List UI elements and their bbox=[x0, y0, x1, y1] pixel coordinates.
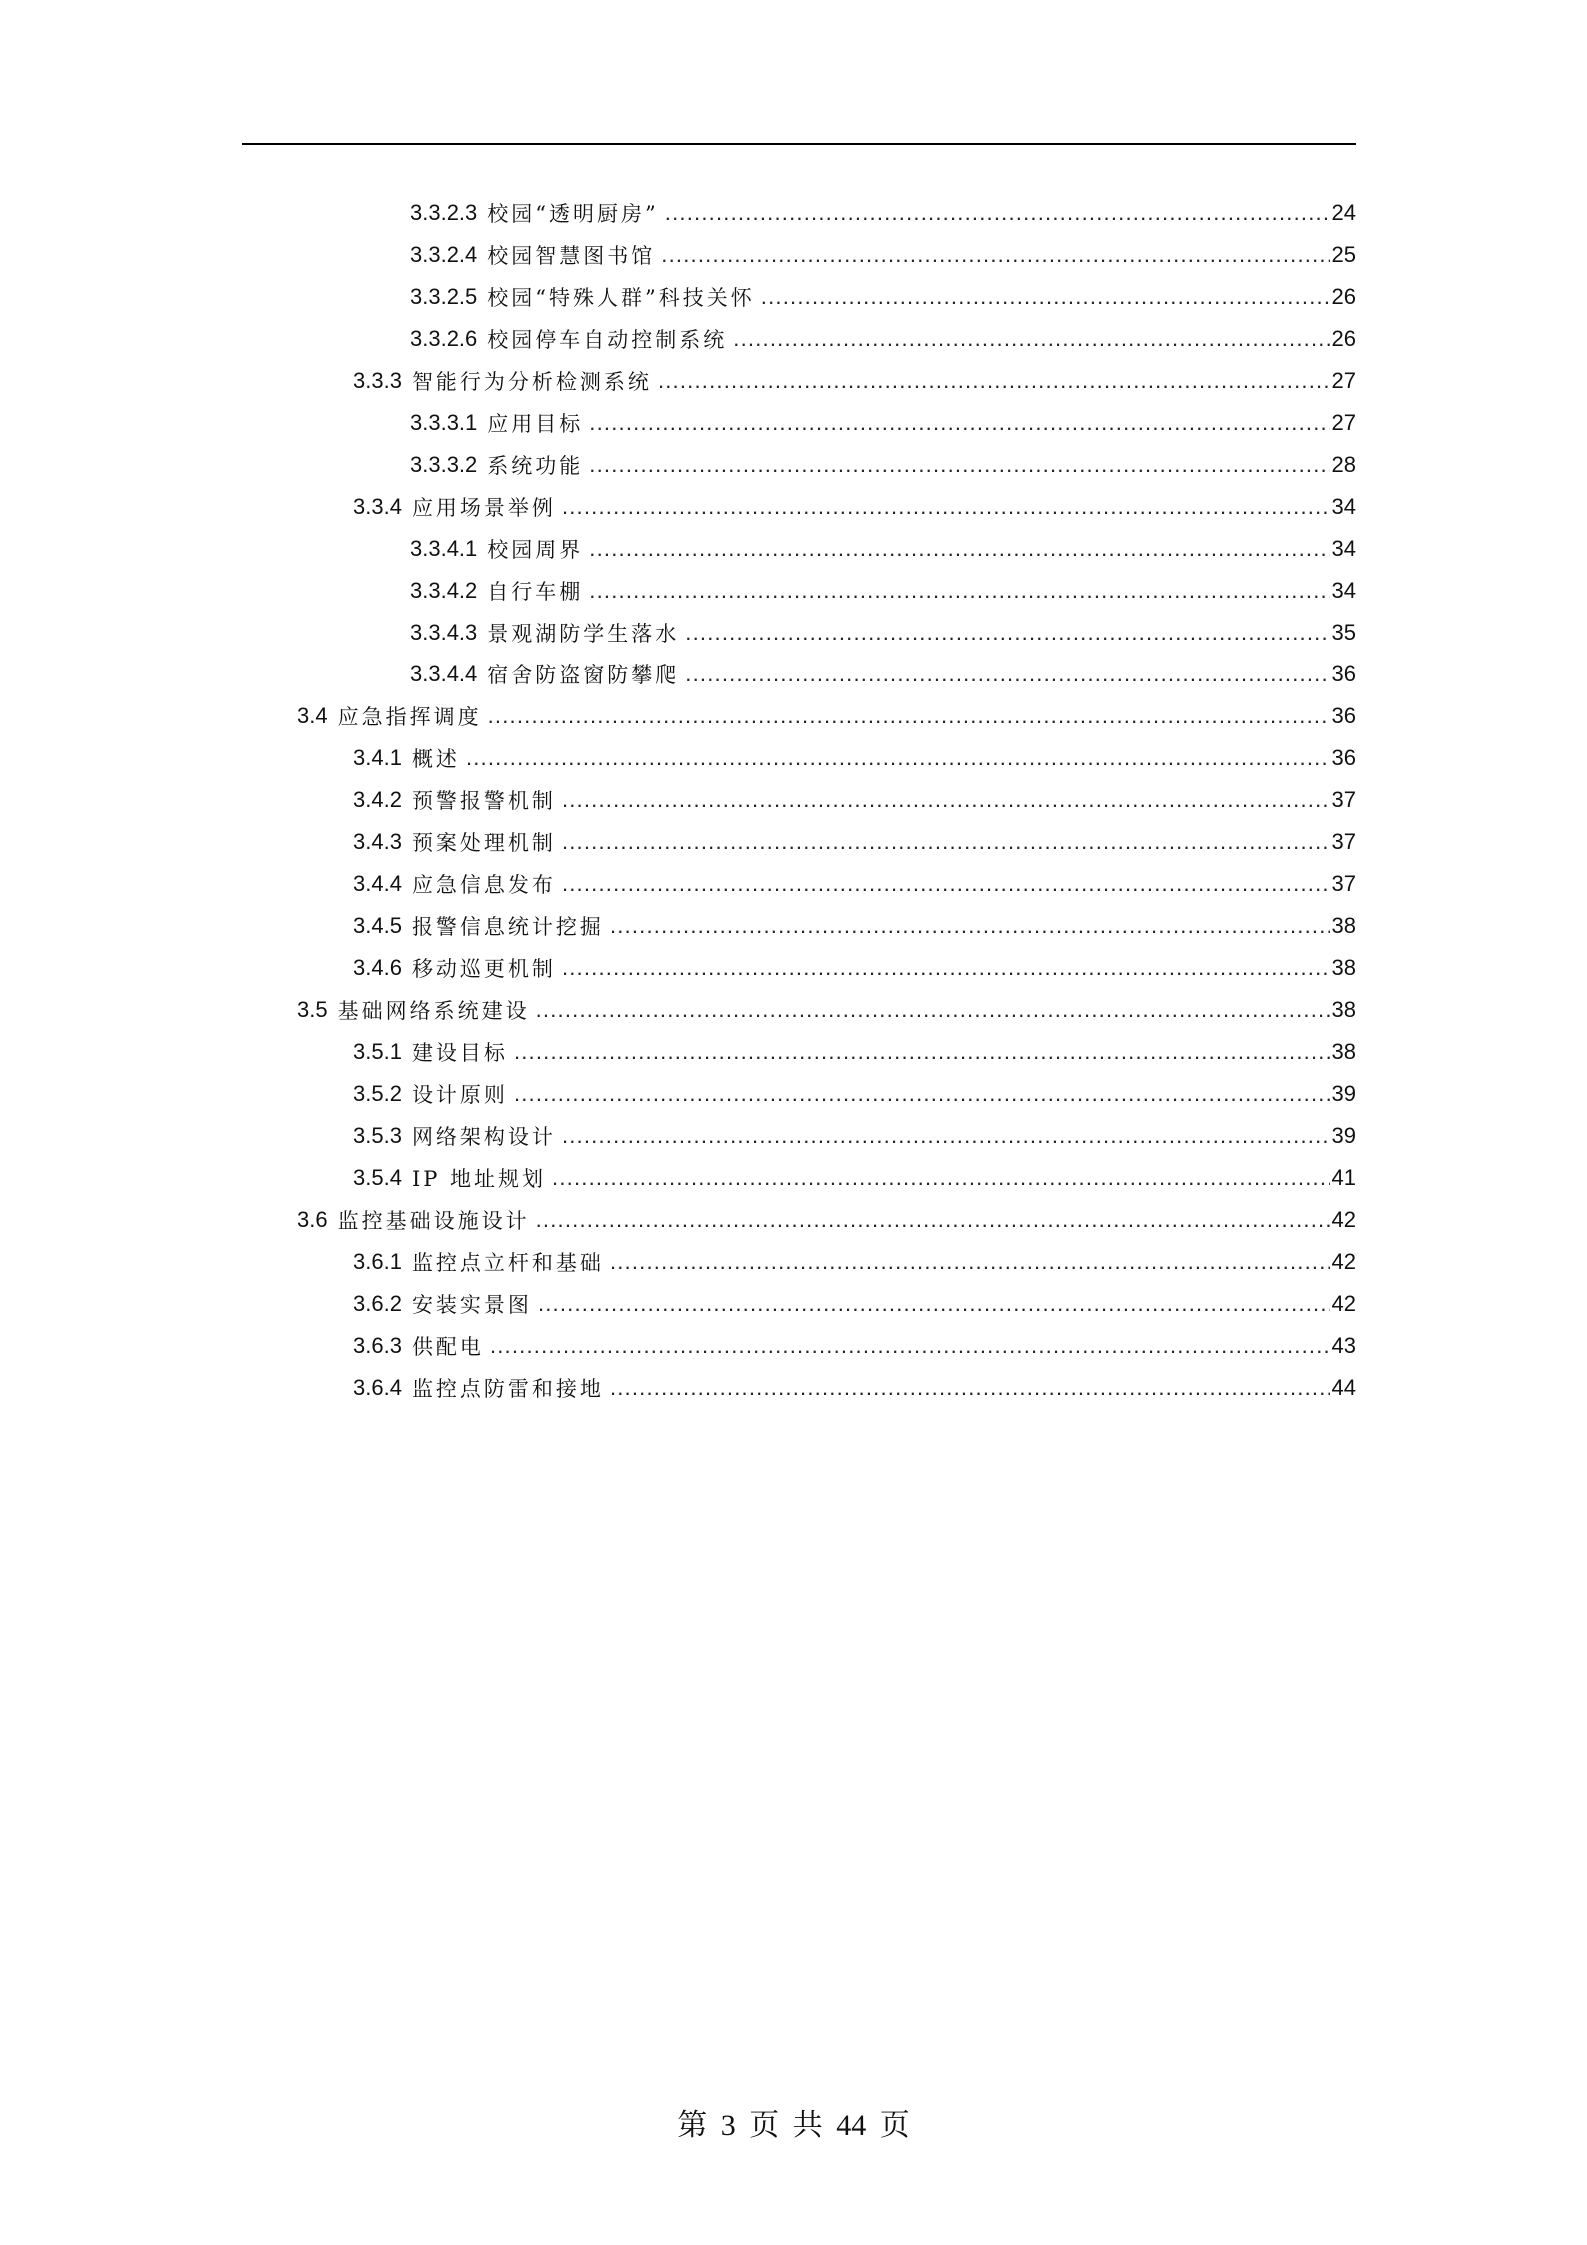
toc-entry[interactable] bbox=[297, 1199, 1356, 1241]
dot-leader bbox=[661, 242, 1329, 268]
dot-leader bbox=[665, 200, 1330, 226]
toc-entry[interactable] bbox=[353, 737, 1356, 779]
toc-entry-number: 3.4.4 bbox=[353, 871, 402, 897]
toc-entry-title: 校园停车自动控制系统 bbox=[487, 327, 728, 352]
dot-leader bbox=[562, 829, 1330, 855]
dot-leader bbox=[490, 1333, 1330, 1359]
dot-leader bbox=[562, 871, 1330, 897]
toc-entry-number: 3.5 bbox=[297, 997, 328, 1023]
toc-entry-number: 3.3.4.3 bbox=[410, 619, 478, 645]
toc-entry[interactable] bbox=[353, 821, 1356, 863]
toc-entry-title: 监控点立杆和基础 bbox=[411, 1250, 604, 1275]
toc-entry-title: 供配电 bbox=[411, 1334, 484, 1359]
header-rule bbox=[242, 143, 1356, 145]
toc-entry-number: 3.3.4.4 bbox=[410, 661, 478, 687]
dot-leader bbox=[685, 620, 1329, 646]
toc-entry-number: 3.3.3.2 bbox=[410, 451, 478, 477]
toc-entry-page: 34 bbox=[1331, 493, 1356, 519]
toc-entry[interactable] bbox=[353, 779, 1356, 821]
toc-entry-title: 校园“特殊人群”科技关怀 bbox=[487, 285, 755, 310]
toc-entry-title: 应用场景举例 bbox=[411, 495, 556, 520]
toc-entry-number: 3.4 bbox=[297, 703, 328, 729]
dot-leader bbox=[466, 745, 1330, 771]
toc-entry-title: 系统功能 bbox=[487, 453, 584, 478]
toc-entry[interactable] bbox=[410, 444, 1356, 486]
dot-leader bbox=[562, 787, 1330, 813]
toc-entry-page: 26 bbox=[1331, 325, 1356, 351]
toc-entry[interactable] bbox=[410, 612, 1356, 654]
toc-entry[interactable] bbox=[353, 947, 1356, 989]
toc-entry[interactable] bbox=[410, 653, 1356, 695]
toc-entry-title: 校园“透明厨房” bbox=[487, 202, 659, 226]
toc-entry[interactable] bbox=[353, 1283, 1356, 1325]
toc-entry-title: 报警信息统计挖掘 bbox=[411, 915, 604, 940]
toc-entry-title: 应急指挥调度 bbox=[337, 705, 482, 730]
toc-entry-number: 3.6.1 bbox=[353, 1248, 402, 1274]
toc-entry-number: 3.6.3 bbox=[353, 1332, 402, 1358]
dot-leader bbox=[685, 661, 1329, 687]
dot-leader bbox=[589, 410, 1329, 436]
toc-entry-page: 42 bbox=[1331, 1290, 1356, 1316]
dot-leader bbox=[562, 955, 1330, 981]
toc-entry[interactable] bbox=[353, 863, 1356, 905]
toc-entry-number: 3.6.4 bbox=[353, 1374, 402, 1400]
toc-entry-title: 校园周界 bbox=[487, 537, 584, 562]
toc-entry-title: 建设目标 bbox=[411, 1041, 508, 1065]
toc-entry-title: 应用目标 bbox=[487, 411, 584, 436]
dot-leader bbox=[562, 494, 1330, 520]
toc-entry-number: 3.5.2 bbox=[353, 1080, 402, 1106]
toc-entry-page: 27 bbox=[1331, 367, 1356, 393]
toc-entry-title: 预警报警机制 bbox=[411, 789, 556, 814]
toc-entry-number: 3.4.1 bbox=[353, 745, 402, 771]
toc-entry-number: 3.4.5 bbox=[353, 913, 402, 939]
toc-entry-page: 38 bbox=[1331, 1039, 1356, 1064]
toc-entry-title: 基础网络系统建设 bbox=[337, 999, 530, 1024]
toc-entry[interactable] bbox=[410, 276, 1356, 318]
toc-entry-title: 监控基础设施设计 bbox=[337, 1208, 530, 1233]
toc-entry-number: 3.5.3 bbox=[353, 1122, 402, 1148]
dot-leader bbox=[589, 452, 1329, 478]
dot-leader bbox=[658, 368, 1330, 394]
toc-entry-title: 校园智慧图书馆 bbox=[487, 243, 656, 268]
toc-entry[interactable] bbox=[410, 402, 1356, 444]
toc-entry[interactable] bbox=[353, 1031, 1356, 1073]
toc-entry-page: 39 bbox=[1331, 1080, 1356, 1106]
dot-leader bbox=[536, 997, 1330, 1023]
dot-leader bbox=[562, 1123, 1330, 1149]
toc-entry-title: 概述 bbox=[411, 747, 460, 772]
toc-entry[interactable] bbox=[353, 1325, 1356, 1367]
dot-leader bbox=[733, 326, 1329, 352]
toc-entry-title: 预案处理机制 bbox=[411, 831, 556, 856]
toc-entry-page: 38 bbox=[1331, 997, 1356, 1023]
toc-entry-page: 27 bbox=[1331, 409, 1356, 435]
toc-entry-page: 38 bbox=[1331, 913, 1356, 939]
dot-leader bbox=[514, 1081, 1330, 1107]
toc-entry[interactable] bbox=[353, 1115, 1356, 1157]
toc-entry-page: 43 bbox=[1331, 1332, 1356, 1358]
toc-entry-number: 3.3.2.4 bbox=[410, 241, 478, 267]
toc-entry-number: 3.3.2.5 bbox=[410, 283, 478, 309]
dot-leader bbox=[761, 284, 1330, 310]
toc-entry-number: 3.3.4.2 bbox=[410, 577, 478, 603]
toc-entry-page: 38 bbox=[1331, 955, 1356, 981]
toc-entry-page: 34 bbox=[1331, 577, 1356, 603]
toc-entry[interactable] bbox=[297, 695, 1356, 737]
toc-entry-title: 监控点防雷和接地 bbox=[411, 1376, 604, 1401]
toc-entry-page: 42 bbox=[1331, 1248, 1356, 1274]
toc-entry-number: 3.4.6 bbox=[353, 955, 402, 981]
toc-entry-page: 44 bbox=[1331, 1374, 1356, 1400]
dot-leader bbox=[552, 1165, 1329, 1191]
toc-entry-number: 3.3.4 bbox=[353, 493, 402, 519]
toc-entry-page: 28 bbox=[1331, 451, 1356, 477]
toc-entry-title: 安装实景图 bbox=[411, 1292, 532, 1317]
toc-entry-page: 26 bbox=[1331, 283, 1356, 309]
dot-leader bbox=[536, 1207, 1330, 1233]
toc-entry[interactable] bbox=[410, 318, 1356, 360]
toc-entry-page: 36 bbox=[1331, 745, 1356, 771]
dot-leader bbox=[610, 1375, 1330, 1401]
toc-entry[interactable] bbox=[410, 570, 1356, 612]
toc-entry[interactable] bbox=[353, 1157, 1356, 1199]
toc-entry-number: 3.3.4.1 bbox=[410, 535, 478, 561]
toc-entry-page: 37 bbox=[1331, 829, 1356, 855]
toc-entry-number: 3.6.2 bbox=[353, 1290, 402, 1316]
toc-entry-number: 3.4.2 bbox=[353, 787, 402, 813]
toc-entry-title: IP 地址规划 bbox=[411, 1166, 547, 1191]
toc-entry-number: 3.6 bbox=[297, 1206, 328, 1232]
toc-entry-number: 3.3.3 bbox=[353, 367, 402, 393]
toc-entry[interactable] bbox=[410, 192, 1356, 234]
toc-entry[interactable] bbox=[353, 1241, 1356, 1283]
toc-entry-page: 25 bbox=[1331, 241, 1356, 267]
dot-leader bbox=[589, 536, 1329, 562]
dot-leader bbox=[610, 1249, 1330, 1275]
toc-entry[interactable] bbox=[353, 360, 1356, 402]
toc-entry-number: 3.5.4 bbox=[353, 1164, 402, 1190]
toc-entry[interactable] bbox=[353, 486, 1356, 528]
page-footer: 第 3 页 共 44 页 bbox=[677, 2109, 910, 2142]
toc-entry-number: 3.5.1 bbox=[353, 1039, 402, 1064]
toc-entry-title: 设计原则 bbox=[411, 1082, 508, 1107]
toc-entry[interactable] bbox=[297, 989, 1356, 1031]
toc-entry-page: 24 bbox=[1331, 200, 1356, 225]
toc-entry-title: 网络架构设计 bbox=[411, 1124, 556, 1149]
toc-entry-page: 36 bbox=[1331, 661, 1356, 687]
toc-entry[interactable] bbox=[353, 1073, 1356, 1115]
toc-entry-title: 宿舍防盗窗防攀爬 bbox=[487, 663, 680, 688]
dot-leader bbox=[488, 703, 1330, 729]
toc-entry-title: 移动巡更机制 bbox=[411, 957, 556, 982]
toc-entry-page: 37 bbox=[1331, 787, 1356, 813]
toc-entry[interactable] bbox=[410, 528, 1356, 570]
toc-entry-page: 39 bbox=[1331, 1122, 1356, 1148]
toc-entry[interactable] bbox=[410, 234, 1356, 276]
toc-entry[interactable] bbox=[353, 905, 1356, 947]
toc-entry-page: 41 bbox=[1331, 1164, 1356, 1190]
toc-entry-number: 3.3.3.1 bbox=[410, 409, 478, 435]
toc-entry-page: 34 bbox=[1331, 535, 1356, 561]
toc-entry-number: 3.3.2.6 bbox=[410, 325, 478, 351]
toc-entry-page: 42 bbox=[1331, 1206, 1356, 1232]
dot-leader bbox=[610, 913, 1330, 939]
dot-leader bbox=[514, 1039, 1330, 1065]
toc-entry-title: 应急信息发布 bbox=[411, 873, 556, 898]
toc-entry-number: 3.3.2.3 bbox=[410, 200, 478, 225]
toc-entry-page: 36 bbox=[1331, 703, 1356, 729]
toc-entry[interactable] bbox=[353, 1367, 1356, 1409]
toc-entry-title: 景观湖防学生落水 bbox=[487, 621, 680, 646]
toc-entry-title: 自行车棚 bbox=[487, 579, 584, 604]
dot-leader bbox=[589, 578, 1329, 604]
toc-entry-page: 35 bbox=[1331, 619, 1356, 645]
dot-leader bbox=[538, 1291, 1330, 1317]
toc-entry-title: 智能行为分析检测系统 bbox=[411, 369, 652, 394]
toc-entry-number: 3.4.3 bbox=[353, 829, 402, 855]
toc-entry-page: 37 bbox=[1331, 871, 1356, 897]
